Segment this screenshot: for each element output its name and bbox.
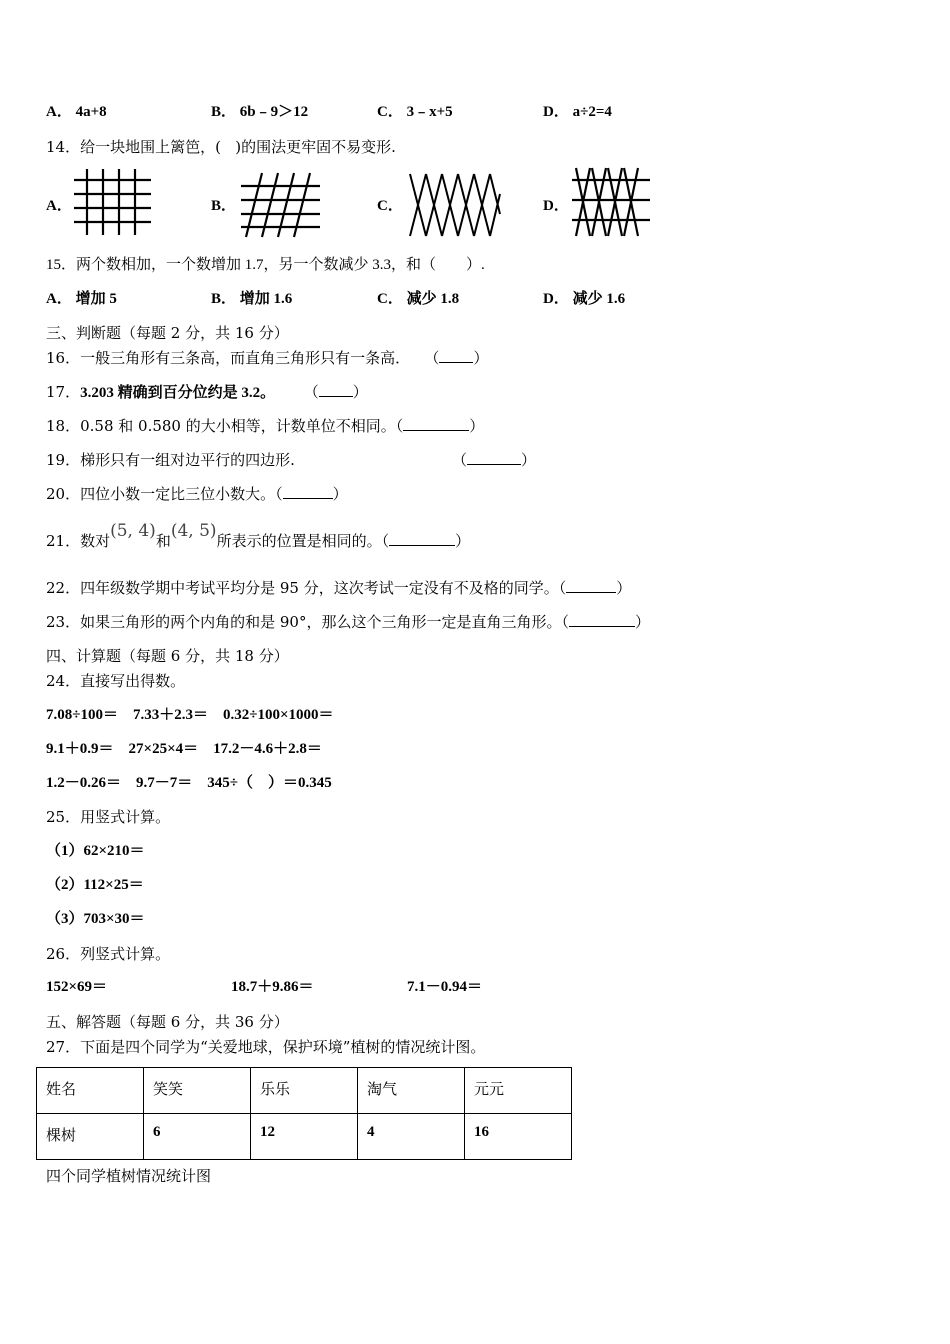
coord-4-5: (4, 5) [170,521,217,541]
section-4-heading: 四、计算题（每题 6 分，共 18 分） [46,647,289,665]
q15-option-a: A． 增加 5 [46,291,117,307]
fence-triangle-lattice-figure [570,166,652,238]
table-cell: 棵树 [37,1114,144,1160]
q13-option-c: C． 3﹣x+5 [377,104,453,120]
q13-option-a: A． 4a+8 [46,104,107,120]
q13-option-b: B． 6b﹣9＞12 [211,104,309,120]
fence-square-grid-figure [73,168,153,236]
q13-option-d: D． a÷2=4 [543,104,612,120]
q23-answer-blank[interactable] [569,612,635,627]
q23: 23．如果三角形的两个内角的和是 90°，那么这个三角形一定是直角三角形。（ ） [46,613,650,631]
q19: 19．梯形只有一组对边平行的四边形. [46,451,295,469]
table-cell: 6 [144,1114,251,1160]
q25-title: 25．用竖式计算。 [46,808,171,826]
q19-answer-blank[interactable] [467,450,521,465]
table-cell: 淘气 [358,1068,465,1114]
q27-title: 27．下面是四个同学为“关爱地球，保护环境”植树的情况统计图。 [46,1038,486,1056]
q17-answer-blank[interactable] [319,382,353,397]
q24-row-1: 7.08÷100＝ 7.33＋2.3＝ 0.32÷100×1000＝ [46,707,334,723]
q14-option-c-label: C． [377,198,403,214]
table-header-row [37,1068,572,1114]
q21-answer-blank[interactable] [389,531,455,546]
q24-title: 24．直接写出得数。 [46,672,186,690]
table-cell: 16 [465,1114,572,1160]
tree-planting-table [36,1067,572,1160]
q25-item-1: （1）62×210＝ [46,843,145,859]
q15-question: 15．两个数相加，一个数增加 1.7，另一个数减少 3.3，和（ ）. [46,257,485,273]
table-cell: 元元 [465,1068,572,1114]
q18: 18．0.58 和 0.580 的大小相等，计数单位不相同。（ ） [46,417,485,435]
q24-row-2: 9.1＋0.9＝ 27×25×4＝ 17.2－4.6＋2.8＝ [46,741,322,757]
q26-title: 26．列竖式计算。 [46,945,171,963]
q25-item-3: （3）703×30＝ [46,911,145,927]
q26-item-2: 18.7＋9.86＝ [231,979,314,995]
table-cell: 笑笑 [144,1068,251,1114]
coord-5-4: (5, 4) [110,521,156,541]
q19-answer: （ ） [452,451,537,469]
q16: 16．一般三角形有三条高，而直角三角形只有一条高． （ ） [46,349,489,367]
fence-parallelogram-grid-figure [240,172,322,238]
q26-item-1: 152×69＝ [46,979,108,995]
table-cell: 乐乐 [251,1068,358,1114]
table-cell: 12 [251,1114,358,1160]
q26-item-3: 7.1－0.94＝ [407,979,483,995]
q15-option-d: D． 减少 1.6 [543,291,626,307]
q21: 21．数对(5, 4)和(4, 5)所表示的位置是相同的。（ ） [46,521,471,550]
section-3-heading: 三、判断题（每题 2 分，共 16 分） [46,324,289,342]
q22-answer-blank[interactable] [566,578,616,593]
q14-option-a-label: A． [46,198,72,214]
q16-answer-blank[interactable] [439,348,473,363]
q15-option-b: B． 增加 1.6 [211,291,293,307]
table-row [37,1114,572,1160]
table-cell: 4 [358,1114,465,1160]
q14-question: 14．给一块地围上篱笆，( )的围法更牢固不易变形. [46,138,396,156]
q24-row-3: 1.2－0.26＝ 9.7－7＝ 345÷（ ）＝0.345 [46,775,332,791]
q14-option-b-label: B． [211,198,237,214]
q15-option-c: C． 减少 1.8 [377,291,460,307]
q25-item-2: （2）112×25＝ [46,877,144,893]
fence-cross-lattice-figure [406,172,502,238]
q20: 20．四位小数一定比三位小数大。（ ） [46,485,348,503]
table-cell: 姓名 [37,1068,144,1114]
q20-answer-blank[interactable] [283,484,333,499]
chart-title: 四个同学植树情况统计图 [46,1167,212,1185]
section-5-heading: 五、解答题（每题 6 分，共 36 分） [46,1013,289,1031]
q18-answer-blank[interactable] [403,416,469,431]
q17: 17．3.203 精确到百分位约是 3.2。 （ ） [46,383,368,401]
q14-option-d-label: D． [543,198,569,214]
q22: 22．四年级数学期中考试平均分是 95 分，这次考试一定没有不及格的同学。（ ） [46,579,632,597]
